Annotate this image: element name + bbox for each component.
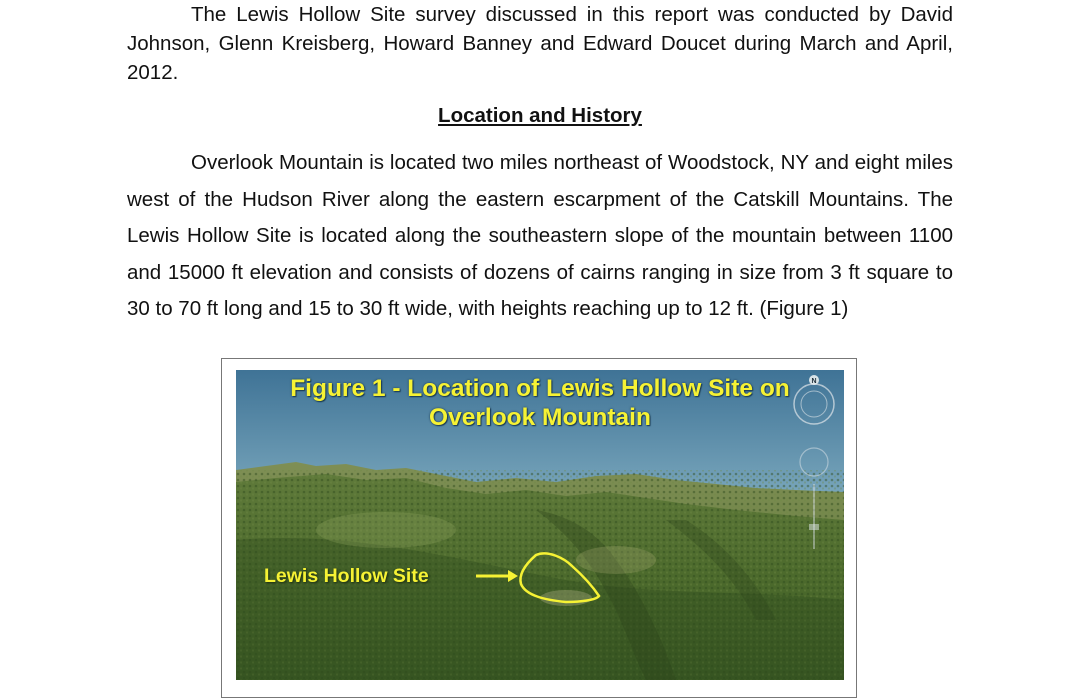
figure-title [236,374,844,432]
figure-1-aerial-image [236,370,844,680]
figure-title-line-2: Overlook Mountain [429,404,651,431]
intro-paragraph: The Lewis Hollow Site survey discussed in this report was conducted by David Johnson, Glenn Kreisberg, Howard Banney and Edward Doucet during March and April, 2012. [127,3,953,84]
compass-north-label: N [811,378,817,385]
map-navigation-controls-icon [792,374,836,554]
section-heading: Location and History [438,104,642,127]
lewis-hollow-site-label: Lewis Hollow Site [264,565,429,587]
figure-title-line-1: Figure 1 - Location of Lewis Hollow Site on [290,375,790,402]
location-paragraph: Overlook Mountain is located two miles northeast of Woodstock, NY and eight miles west of the Hudson River along the eastern escarpment of the Catskill Mountains. The Lewis Hollow Site is located along the southeastern slope of the mountain between 1100 and 15000 ft elevation and consists of dozens of cairns ranging in size from 3 ft square to 30 to 70 ft long and 15 to 30 ft wide, with heights reaching up to 12 ft. (Figure 1) [127,151,953,320]
